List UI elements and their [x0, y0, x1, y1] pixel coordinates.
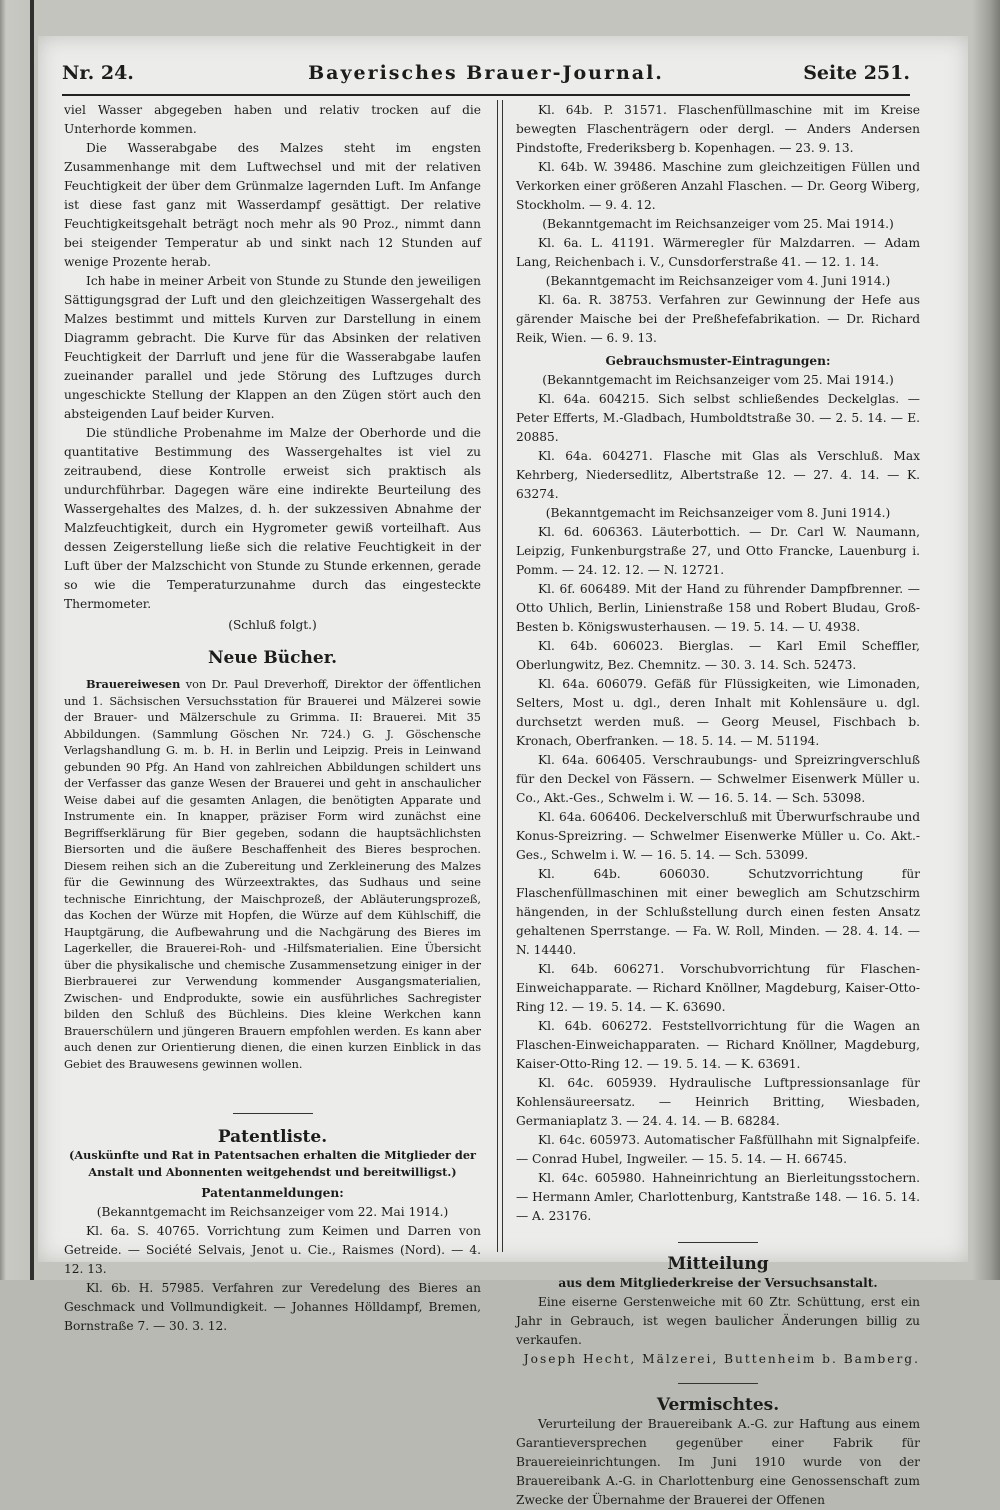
patent-heading: Patentliste.: [217, 1127, 328, 1147]
patent-entry: Kl. 64a. 606406. Deckelverschluß mit Überwurfschraube und Konus-Spreizring. — Schwelmer Eisenwerke Müller u. Co. Akt.-Ges., Schwelm i. W. — 16. 5. 14. — Sch. 53099.: [516, 810, 920, 862]
paragraph: Ich habe in meiner Arbeit von Stunde zu Stunde den jeweiligen Sättigungsgrad der Luft und den gleichzeitigen Wassergehalt des Malzes bestimmt und mittels Kurven zur Darstellung in einem Diagramm gebracht. Die Kurve für das Absinken der relativen Feuchtigkeit der Darrluft und jene für die Wasserabgabe laufen zueinander parallel und jede Störung des Luftzuges durch ungeschickte Stellung der Klappen an den Zügen stört auch den absteigenden Lauf beider Kurven.: [64, 274, 481, 421]
section-rule: [233, 1113, 313, 1114]
header-rule: [62, 94, 910, 96]
page-header: [62, 62, 910, 92]
patent-entry: Kl. 64b. 606030. Schutzvorrichtung für Flaschenfüllmaschinen mit einer beweglich am Schutzschirm hängenden, in der Schlußstellung durch einen festen Ansatz gehaltenen Sperrstange. — Fa. W. Roll, Minden. — 28. 4. 14. — N. 14440.: [516, 867, 920, 957]
patent-entry: Kl. 64a. 606079. Gefäß für Flüssigkeiten, wie Limonaden, Selters, Most u. dgl., deren Inhalt mit Kohlensäure u. dgl. durchsetzt werden muß. — Georg Meusel, Fischbach b. Kronach, Oberfranken. — 18. 5. 14. — M. 51194.: [516, 677, 920, 748]
publication-note: (Bekanntgemacht im Reichsanzeiger vom 4. Juni 1914.): [545, 274, 891, 288]
publication-note: (Bekanntgemacht im Reichsanzeiger vom 25. Mai 1914.): [542, 373, 894, 387]
book-review-text: von Dr. Paul Dreverhoff, Direktor der öffentlichen und 1. Sächsischen Versuchsstation für Brauerei und Mälzerei sowie der Brauer- und Mälzerschule zu Grimma. II: Brauerei. Mit 35 Abbildungen. (Sammlung Göschen Nr. 724.) G. J. Göschensche Verlagshandlung G. m. b. H. in Berlin und Leipzig. Preis in Leinwand gebunden 90 Pfg. An Hand von zahlreichen Abbildungen schildert uns der Verfasser das ganze Wesen der Brauerei und geht in anschaulicher Weise dabei auf die gesamten Anlagen, die benötigten Apparate und Instrumente ein. In knapper, präziser Form wird zunächst eine Begriffserklärung für Bier gegeben, sodann die hauptsächlichsten Biersorten und die äußere Beschaffenheit des Bieres besprochen. Diesem reihen sich an die Zubereitung und Zerkleinerung des Malzes für die Gewinnung des Würzeextraktes, das Sudhaus und seine technische Einrichtung, der Maischprozeß, der Abläuterungsprozeß, das Kochen der Würze mit Hopfen, die Würze auf dem Kühlschiff, die Hauptgärung, die Aufbewahrung und die Nachgärung des Bieres im Lagerkeller, die Brauerei-Roh- und -Hilfsmaterialien. Eine Übersicht über die physikalische und chemische Zusammensetzung einiger in der Bierbrauerei zur Verwendung kommender Ausgangsmaterialien, Zwischen- und Endprodukte, sowie ein ausführliches Sachregister bilden den Schluß des Büchleins. Dies kleine Werkchen kann Brauerschülern und jüngeren Brauern empfohlen werden. Es kann aber auch denen zur Orientierung dienen, die einen kurzen Einblick in das Gebiet des Brauwesens gewinnen wollen.: [64, 678, 481, 1071]
publication-note: (Bekanntgemacht im Reichsanzeiger vom 8. Juni 1914.): [545, 506, 891, 520]
continued-note: (Schluß folgt.): [228, 618, 317, 632]
page-number: Seite 251.: [803, 62, 910, 84]
column-divider: [497, 100, 503, 1252]
patent-entry: Kl. 64b. P. 31571. Flaschenfüllmaschine mit im Kreise bewegten Flaschenträgern oder dergl. — Anders Andersen Pindstofte, Frederiksberg b. Kopenhagen. — 23. 9. 13.: [516, 103, 920, 155]
publication-note: (Bekanntgemacht im Reichsanzeiger vom 22. Mai 1914.): [96, 1205, 449, 1219]
issue-number: Nr. 24.: [62, 62, 134, 84]
patent-entry: Kl. 64b. W. 39486. Maschine zum gleichzeitigen Füllen und Verkorken einer größeren Anzahl Flaschen. — Dr. Georg Wiberg, Stockholm. — 9. 4. 12.: [516, 160, 920, 212]
paragraph: Die Wasserabgabe des Malzes steht im engsten Zusammenhange mit dem Luftwechsel und mit der relativen Feuchtigkeit der über dem Grünmalze lagernden Luft. Im Anfange ist diese fast ganz mit Wasserdampf gesättigt. Der relative Feuchtigkeitsgehalt beträgt noch mehr als 90 Proz., nimmt dann bei steigender Temperatur ab und sinkt nach 12 Stunden auf wenige Prozente herab.: [64, 141, 481, 269]
patent-entry: Kl. 64a. 604271. Flasche mit Glas als Verschluß. Max Kehrberg, Niedersedlitz, Albertstraße 12. — 27. 4. 14. — K. 63274.: [516, 449, 920, 501]
book-review: [64, 676, 481, 1073]
binding-edge: [30, 0, 34, 1280]
paragraph: Die stündliche Probenahme im Malze der Oberhorde und die quantitative Bestimmung des Wassergehaltes ist viel zu zeitraubend, diese Kontrolle erweist sich praktisch als undurchführbar. Dagegen wäre eine indirekte Beurteilung des Wassergehaltes des Malzes, d. h. der sukzessiven Abnahme der Malzfeuchtigkeit, durch ein Hygrometer gewiß vorteilhaft. Aus dessen Zeigerstellung ließe sich die relative Feuchtigkeit in der Luft über der Malzschicht von Stunde zu Stunde erkennen, gerade so wie die Temperaturzunahme durch das eingesteckte Thermometer.: [64, 426, 481, 611]
patent-entry: Kl. 64b. 606023. Bierglas. — Karl Emil Scheffler, Oberlungwitz, Bez. Chemnitz. — 30. 3. 14. Sch. 52473.: [516, 639, 920, 672]
right-column: [516, 101, 920, 1507]
patent-entry: Kl. 6a. L. 41191. Wärmeregler für Malzdarren. — Adam Lang, Reichenbach i. V., Cunsdorferstraße 41. — 12. 1. 14.: [516, 236, 920, 269]
notice-signature: Joseph Hecht, Mälzerei, Buttenheim b. Bamberg.: [523, 1352, 920, 1366]
utility-models-heading: Gebrauchsmuster-Eintragungen:: [605, 354, 831, 368]
patent-entry: Kl. 64a. 604215. Sich selbst schließendes Deckelglas. — Peter Efferts, M.-Gladbach, Humboldtstraße 30. — 2. 5. 14. — E. 20885.: [516, 392, 920, 444]
miscellaneous-text: Verurteilung der Brauereibank A.-G. zur Haftung aus einem Garantieversprechen gegenüber einer Fabrik für Brauereieinrichtungen. Im Juni 1910 wurde von der Brauereibank A.-G. in Charlottenburg eine Genossenschaft zum Zwecke der Übernahme der Brauerei der Offenen: [516, 1417, 920, 1507]
patent-applications-heading: Patentanmeldungen:: [201, 1186, 344, 1200]
publication-note: (Bekanntgemacht im Reichsanzeiger vom 25. Mai 1914.): [542, 217, 894, 231]
patent-entry: Kl. 6a. S. 40765. Vorrichtung zum Keimen und Darren von Getreide. — Société Selvais, Jenot u. Cie., Raismes (Nord). — 4. 12. 13.: [64, 1224, 481, 1276]
books-heading: Neue Bücher.: [207, 648, 338, 668]
patent-entry: Kl. 64b. 606272. Feststellvorrichtung für die Wagen an Flaschen-Einweichapparaten. — Richard Knöllner, Magdeburg, Kaiser-Otto-Ring 12. — 19. 5. 14. — K. 63691.: [516, 1019, 920, 1071]
notice-text: Eine eiserne Gerstenweiche mit 60 Ztr. Schüttung, erst ein Jahr in Gebrauch, ist wegen baulicher Änderungen billig zu verkaufen.: [516, 1295, 920, 1347]
patent-entry: Kl. 6f. 606489. Mit der Hand zu führender Dampfbrenner. — Otto Uhlich, Berlin, Linienstraße 158 und Robert Bludau, Groß-Besten b. Königswusterhausen. — 19. 5. 14. — U. 4938.: [516, 582, 920, 634]
notice-heading: Mitteilung: [667, 1254, 769, 1274]
miscellaneous-heading: Vermischtes.: [656, 1395, 780, 1415]
section-rule: [678, 1383, 758, 1384]
notice-subheading: aus dem Mitgliederkreise der Versuchsanstalt.: [558, 1276, 878, 1290]
left-column: [64, 101, 481, 1333]
journal-title: Bayerisches Brauer-Journal.: [308, 62, 664, 84]
section-rule: [678, 1242, 758, 1243]
patent-note: (Auskünfte und Rat in Patentsachen erhalten die Mitglieder der Anstalt und Abonnenten weitgehendst und bereitwilligst.): [69, 1148, 476, 1179]
patent-entry: Kl. 64c. 605980. Hahneinrichtung an Bierleitungsstochern. — Hermann Amler, Charlottenburg, Kantstraße 148. — 16. 5. 14. — A. 23176.: [516, 1171, 920, 1223]
patent-entry: Kl. 64b. 606271. Vorschubvorrichtung für Flaschen-Einweichapparate. — Richard Knöllner, Magdeburg, Kaiser-Otto-Ring 12. — 19. 5. 14. — K. 63690.: [516, 962, 920, 1014]
patent-entry: Kl. 64a. 606405. Verschraubungs- und Spreizringverschluß für den Deckel von Fässern. — Schwelmer Eisenwerk Müller u. Co., Akt.-Ges., Schwelm i. W. — 16. 5. 14. — Sch. 53098.: [516, 753, 920, 805]
paragraph: viel Wasser abgegeben haben und relativ trocken auf die Unterhorde kommen.: [64, 103, 481, 136]
patent-entry: Kl. 6a. R. 38753. Verfahren zur Gewinnung der Hefe aus gärender Maische bei der Preßhefefabrikation. — Dr. Richard Reik, Wien. — 6. 9. 13.: [516, 293, 920, 345]
book-subject: Brauereiwesen: [86, 677, 181, 691]
patent-entry: Kl. 64c. 605973. Automatischer Faßfüllhahn mit Signalpfeife. — Conrad Hubel, Ingweiler. — 15. 5. 14. — H. 66745.: [516, 1133, 920, 1166]
patent-entry: Kl. 64c. 605939. Hydraulische Luftpressionsanlage für Kohlensäureersatz. — Heinrich Britting, Wiesbaden, Germaniaplatz 3. — 24. 4. 14. — B. 68284.: [516, 1076, 920, 1128]
patent-entry: Kl. 6d. 606363. Läuterbottich. — Dr. Carl W. Naumann, Leipzig, Funkenburgstraße 27, und Otto Francke, Lauenburg i. Pomm. — 24. 12. 12. — N. 12721.: [516, 525, 920, 577]
patent-entry: Kl. 6b. H. 57985. Verfahren zur Veredelung des Bieres an Geschmack und Vollmundigkeit. — Johannes Hölldampf, Bremen, Bornstraße 7. — 30. 3. 12.: [64, 1281, 481, 1333]
